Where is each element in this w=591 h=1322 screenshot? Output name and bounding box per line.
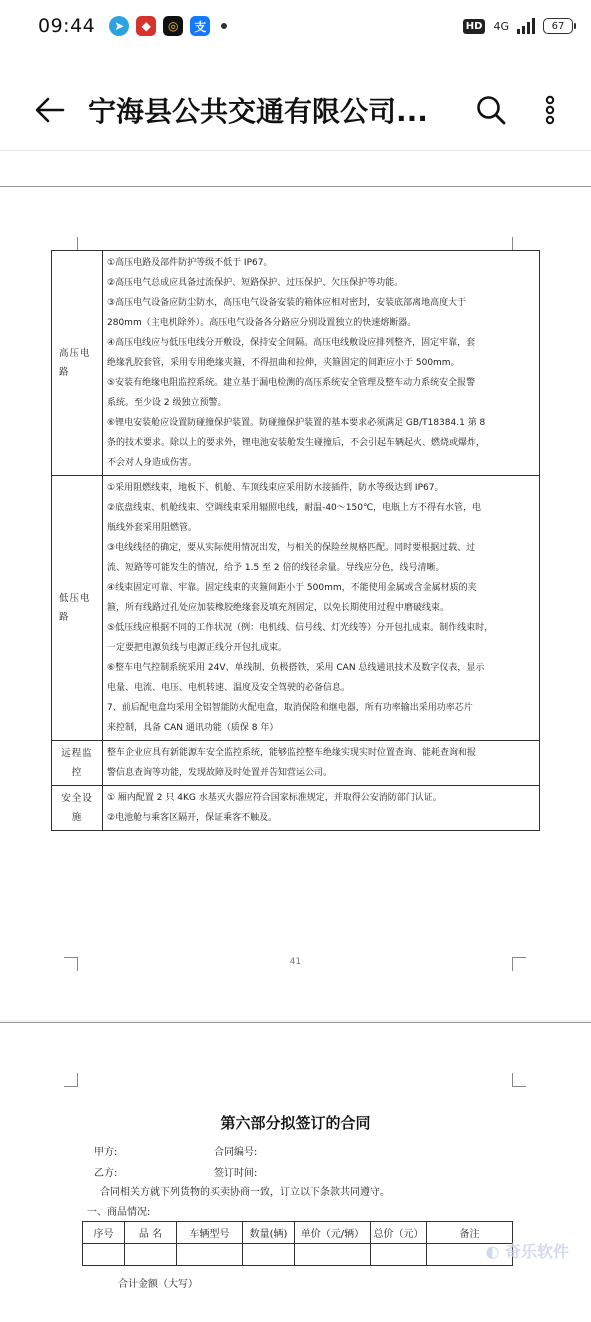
goods-table-header-row xyxy=(83,1222,513,1244)
goods-col-header: 数量(辆) xyxy=(243,1222,295,1244)
system-indicators xyxy=(463,18,573,34)
spec-line: ⑥整车电气控制系统采用 24V、单线制、负极搭铁，采用 CAN 总线通讯技术及数字仪表，显示 xyxy=(107,663,485,673)
spec-line: 流、短路等可能发生的情况，给予 1.5 至 2 倍的线径余量。导线应分色，线号清晰。 xyxy=(107,563,445,573)
spec-line: ②底盘线束、机舱线束、空调线束采用辐照电线，耐温-40～150℃，电瓶上方不得有水管，电 xyxy=(107,503,482,513)
party-a-label: 甲方: xyxy=(94,1147,118,1158)
goods-heading: 一、商品情况: xyxy=(87,1207,151,1218)
spec-row xyxy=(52,741,540,786)
spec-line: ③电线线径的确定，要从实际使用情况出发，与相关的保险丝规格匹配。同时要根据过载、过 xyxy=(107,543,476,553)
page-number: 41 xyxy=(289,957,302,967)
alipay-icon: 支 xyxy=(190,16,210,36)
spec-content xyxy=(103,786,540,831)
app-bar-divider xyxy=(0,150,591,151)
spec-line: 280mm（主电机除外）。高压电气设备各分路应分别设置独立的快速熔断器。 xyxy=(107,318,417,328)
goods-col-header: 单价（元/辆） xyxy=(295,1222,371,1244)
goods-col-header: 备注 xyxy=(427,1222,513,1244)
spec-content xyxy=(103,741,540,786)
document-title: 宁海县公共交通有限公司... xyxy=(88,95,428,128)
spec-table xyxy=(51,250,540,831)
spec-line: ①高压电路及部件防护等级不低于 IP67。 xyxy=(107,258,273,268)
spec-line: ① 厢内配置 2 只 4KG 水基灭火器应符合国家标准规定，并取得公安消防部门认证。 xyxy=(107,793,442,803)
document-page-41 xyxy=(0,186,591,1020)
goods-col-header: 车辆型号 xyxy=(177,1222,243,1244)
spec-line: ④高压电线应与低压电线分开敷设，保持安全间隔。高压电线敷设应排列整齐，固定牢靠，套 xyxy=(107,338,476,348)
search-button[interactable] xyxy=(471,90,511,130)
spec-line: ⑤低压线应根据不同的工作状况（例：电机线、信号线、灯光线等）分开包扎成束。制作线束时， xyxy=(107,623,494,633)
arrow-left-icon xyxy=(35,97,65,123)
more-vertical-icon xyxy=(545,96,555,124)
app-red-icon: ◆ xyxy=(136,16,156,36)
spec-line: 7、前后配电盒均采用全铝智能防火配电盒，取消保险和继电器，所有功率输出采用功率芯片 xyxy=(107,703,473,713)
spec-category: 低压电路 xyxy=(52,476,103,741)
spec-category: 高压电路 xyxy=(52,251,103,476)
spec-line: ①采用阻燃线束，地板下、机舱、车顶线束应采用防水接插件，防水等级达到 IP67。 xyxy=(107,483,444,493)
crop-mark xyxy=(512,1073,526,1087)
spec-content xyxy=(103,476,540,741)
battery-level: 67 xyxy=(551,20,565,32)
spec-row xyxy=(52,251,540,476)
spec-line: 一定要把电源负线与电源正线分开包扎成束。 xyxy=(107,643,288,653)
back-button[interactable] xyxy=(30,90,70,130)
site-watermark-logo: ◐ 奇乐软件 xyxy=(485,1242,569,1261)
spec-line: 不会对人身造成伤害。 xyxy=(107,458,198,468)
party-b-label: 乙方: xyxy=(94,1168,118,1179)
spec-category: 远程监控 xyxy=(52,741,103,786)
status-bar xyxy=(0,0,591,52)
battery-icon xyxy=(543,18,573,34)
spec-line: 来控制，具备 CAN 通讯功能（质保 8 年） xyxy=(107,723,279,733)
signal-icon xyxy=(517,18,535,34)
spec-line: 瓶线外套采用阻燃管。 xyxy=(107,523,198,533)
spec-line: ④线束固定可靠、牢靠。固定线束的夹箍间距小于 500mm，不能使用金属或含金属材质的夹 xyxy=(107,583,477,593)
spec-line: 整车企业应具有新能源车安全监控系统，能够监控整车绝缘实现实时位置查询、能耗查询和报 xyxy=(107,748,477,758)
spec-line: ②高压电气总成应具备过流保护、短路保护、过压保护、欠压保护等功能。 xyxy=(107,278,404,288)
document-page-42 xyxy=(0,1022,591,1322)
search-icon xyxy=(476,95,506,125)
more-options-button[interactable] xyxy=(535,90,565,130)
spec-line: 警信息查询等功能，发现故障及时处置并告知营运公司。 xyxy=(107,768,333,778)
contract-intro: 合同相关方就下列货物的买卖协商一致，订立以下条款共同遵守。 xyxy=(100,1187,390,1198)
more-notifications-dot xyxy=(221,23,227,29)
total-amount-label: 合计金额（大写） xyxy=(118,1279,198,1290)
spec-line: 条的技术要求。除以上的要求外，锂电池安装舱发生碰撞后，不会引起车辆起火、燃烧或爆炸， xyxy=(107,438,486,448)
document-viewer[interactable] xyxy=(0,186,591,1290)
telegram-icon: ➤ xyxy=(109,16,129,36)
spec-row xyxy=(52,786,540,831)
section-title: 第六部分拟签订的合同 xyxy=(220,1114,371,1132)
sign-time-label: 签订时间: xyxy=(214,1168,258,1179)
goods-table xyxy=(82,1221,513,1266)
goods-col-header: 序号 xyxy=(83,1222,125,1244)
spec-line: 系统。至少设 2 级独立预警。 xyxy=(107,398,227,408)
crop-mark xyxy=(64,237,78,251)
network-label: 4G xyxy=(493,19,509,33)
spec-line: 箍，所有线路过孔处应加装橡胶绝缘套及填充剂固定，以免长期使用过程中磨破线束。 xyxy=(107,603,450,613)
notification-icons xyxy=(109,16,227,36)
spec-line: ⑤安装有绝缘电阻监控系统。建立基于漏电检测的高压系统安全管理及整车动力系统安全报警 xyxy=(107,378,476,388)
spec-row xyxy=(52,476,540,741)
spec-line: 绝缘乳胶套管，采用专用绝缘夹箍，不得扭曲和拉伸，夹箍固定的间距应小于 500mm。 xyxy=(107,358,460,368)
spec-category: 安全设施 xyxy=(52,786,103,831)
crop-mark xyxy=(64,1073,78,1087)
goods-col-header: 总价（元） xyxy=(371,1222,427,1244)
spec-line: ②电池舱与乘客区隔开，保证乘客不触及。 xyxy=(107,813,278,823)
spec-line: ⑥锂电安装舱应设置防碰撞保护装置。防碰撞保护装置的基本要求必须满足 GB/T18384.1 第 8 xyxy=(107,418,486,428)
app-bar xyxy=(0,74,591,146)
spec-line: 电量、电流、电压、电机转速、温度及安全驾驶的必备信息。 xyxy=(107,683,351,693)
spec-line: ③高压电气设备应防尘防水，高压电气设备安装的箱体应相对密封，安装底部离地高度大于 xyxy=(107,298,467,308)
crop-mark xyxy=(512,237,526,251)
app-black-icon: ◎ xyxy=(163,16,183,36)
goods-table-row xyxy=(83,1244,513,1266)
hd-badge: HD xyxy=(463,19,486,34)
goods-col-header: 品 名 xyxy=(125,1222,177,1244)
contract-no-label: 合同编号: xyxy=(214,1147,258,1158)
spec-content xyxy=(103,251,540,476)
status-time: 09:44 xyxy=(38,15,96,37)
